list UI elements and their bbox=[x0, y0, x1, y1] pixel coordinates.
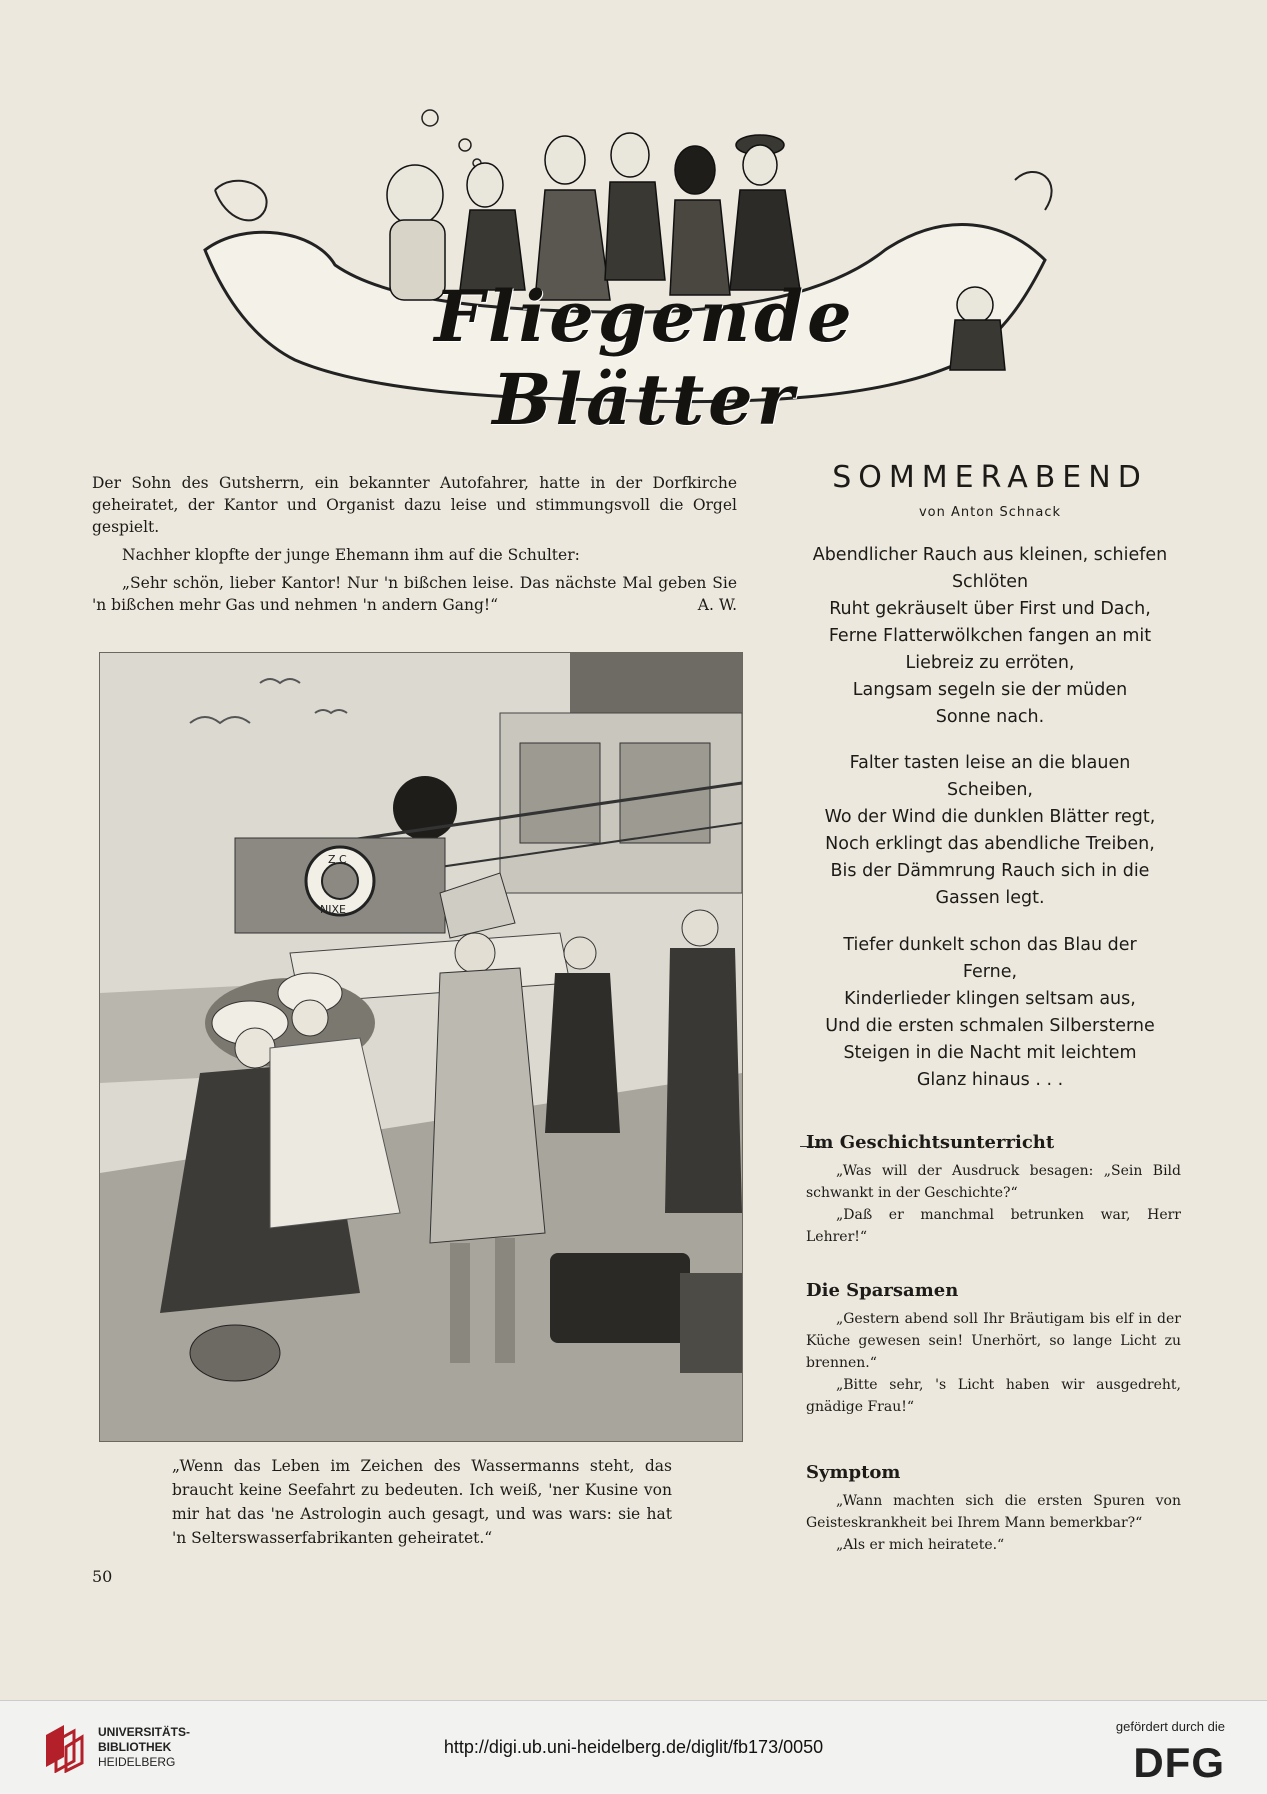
poem-line: Glanz hinaus . . . bbox=[916, 1070, 1064, 1090]
joke-paragraph: Der Sohn des Gutsherrn, ein bekannter Autofahrer, hatte in der Dorfkirche geheiratet, der Kantor und Organist dazu leise und stimmungsvoll die Orgel gespielt. bbox=[92, 474, 737, 536]
poem-line: Schlöten bbox=[951, 572, 1029, 592]
illustration-caption: „Wenn das Leben im Zeichen des Wassermanns steht, das braucht keine Seefahrt zu bedeuten. Ich weiß, 'ner Kusine von mir hat das 'ne Astrologin auch gesagt, und was wars: sie hat 'n Selterswasserfabrikanten geheiratet.“ bbox=[172, 1457, 672, 1547]
lifebuoy-label-top: Z C bbox=[328, 853, 347, 866]
joke-paragraph: Nachher klopfte der junge Ehemann ihm auf die Schulter: bbox=[122, 546, 580, 564]
poem-line: Noch erklingt das abendliche Treiben, bbox=[825, 834, 1155, 854]
poem-line: Liebreiz zu erröten, bbox=[905, 653, 1075, 673]
joke-title: Die Sparsamen bbox=[806, 1280, 959, 1301]
digitization-footer bbox=[0, 1700, 1267, 1794]
joke-line: „Daß er manchmal betrunken war, Herr Lehrer!“ bbox=[806, 1207, 1181, 1245]
poem-line: Ferne, bbox=[962, 962, 1018, 982]
poem-line: Ruht gekräuselt über First und Dach, bbox=[829, 599, 1151, 619]
library-name-line: BIBLIOTHEK bbox=[98, 1740, 172, 1754]
lifebuoy-label-bottom: NIXE bbox=[320, 903, 346, 916]
poem-title: SOMMERABEND bbox=[832, 460, 1148, 495]
poem-stanza bbox=[790, 542, 1190, 731]
steamship-illustration bbox=[99, 652, 743, 1442]
poem-line: Langsam segeln sie der müden bbox=[852, 680, 1128, 700]
poem-line: Sonne nach. bbox=[935, 707, 1045, 727]
masthead bbox=[185, 100, 1065, 441]
poem-line: Ferne Flatterwölkchen fangen an mit bbox=[828, 626, 1152, 646]
joke-line: „Als er mich heiratete.“ bbox=[836, 1537, 1005, 1553]
joke-title: Symptom bbox=[806, 1462, 901, 1483]
poem-line: Falter tasten leise an die blauen bbox=[849, 753, 1131, 773]
illustration-drawing bbox=[100, 653, 742, 1441]
opening-joke bbox=[92, 472, 737, 616]
joke-signature: A. W. bbox=[697, 596, 737, 614]
masthead-title: Fliegende Blätter bbox=[434, 275, 856, 441]
joke-symptom bbox=[806, 1462, 1181, 1556]
funding-label: gefördert durch die bbox=[1115, 1719, 1225, 1734]
document-url-link[interactable]: http://digi.ub.uni-heidelberg.de/diglit/fb173/0050 bbox=[443, 1737, 824, 1757]
library-name-line: UNIVERSITÄTS- bbox=[98, 1725, 191, 1739]
poem-line: Steigen in die Nacht mit leichtem bbox=[843, 1043, 1137, 1063]
page-number: 50 bbox=[92, 1567, 113, 1586]
poem-line: Abendlicher Rauch aus kleinen, schiefen bbox=[812, 545, 1168, 565]
poem-author: von Anton Schnack bbox=[918, 505, 1062, 520]
poem-line: Scheiben, bbox=[947, 780, 1033, 800]
joke-line: „Bitte sehr, 's Licht haben wir ausgedreht, gnädige Frau!“ bbox=[806, 1377, 1181, 1415]
library-name-line: HEIDELBERG bbox=[98, 1755, 176, 1769]
poem-stanza bbox=[790, 932, 1190, 1094]
poem-line: Und die ersten schmalen Silbersterne bbox=[825, 1016, 1155, 1036]
joke-line: „Wann machten sich die ersten Spuren von Geisteskrankheit bei Ihrem Mann bemerkbar?“ bbox=[806, 1493, 1181, 1531]
joke-line: „Gestern abend soll Ihr Bräutigam bis elf in der Küche gewesen sein! Unerhört, so lange Licht zu brennen.“ bbox=[806, 1311, 1181, 1371]
joke-geschichtsunterricht bbox=[806, 1132, 1181, 1248]
joke-sparsamen bbox=[806, 1280, 1181, 1418]
poem-stanza bbox=[790, 750, 1190, 912]
joke-paragraph bbox=[92, 572, 737, 616]
joke-quote: „Sehr schön, lieber Kantor! Nur 'n bißchen leise. Das nächste Mal geben Sie 'n bißchen mehr Gas und nehmen 'n andern Gang!“ bbox=[92, 574, 737, 614]
poem-line: Bis der Dämmrung Rauch sich in die bbox=[830, 861, 1150, 881]
joke-title: Im Geschichtsunterricht bbox=[806, 1132, 1055, 1153]
joke-line: „Was will der Ausdruck besagen: „Sein Bild schwankt in der Geschichte?“ bbox=[806, 1163, 1181, 1201]
poem-line: Gassen legt. bbox=[935, 888, 1045, 908]
poem-line: Tiefer dunkelt schon das Blau der bbox=[843, 935, 1137, 955]
dfg-logo: DFG bbox=[1133, 1739, 1225, 1786]
poem-line: Kinderlieder klingen seltsam aus, bbox=[844, 989, 1136, 1009]
poem-line: Wo der Wind die dunklen Blätter regt, bbox=[824, 807, 1156, 827]
